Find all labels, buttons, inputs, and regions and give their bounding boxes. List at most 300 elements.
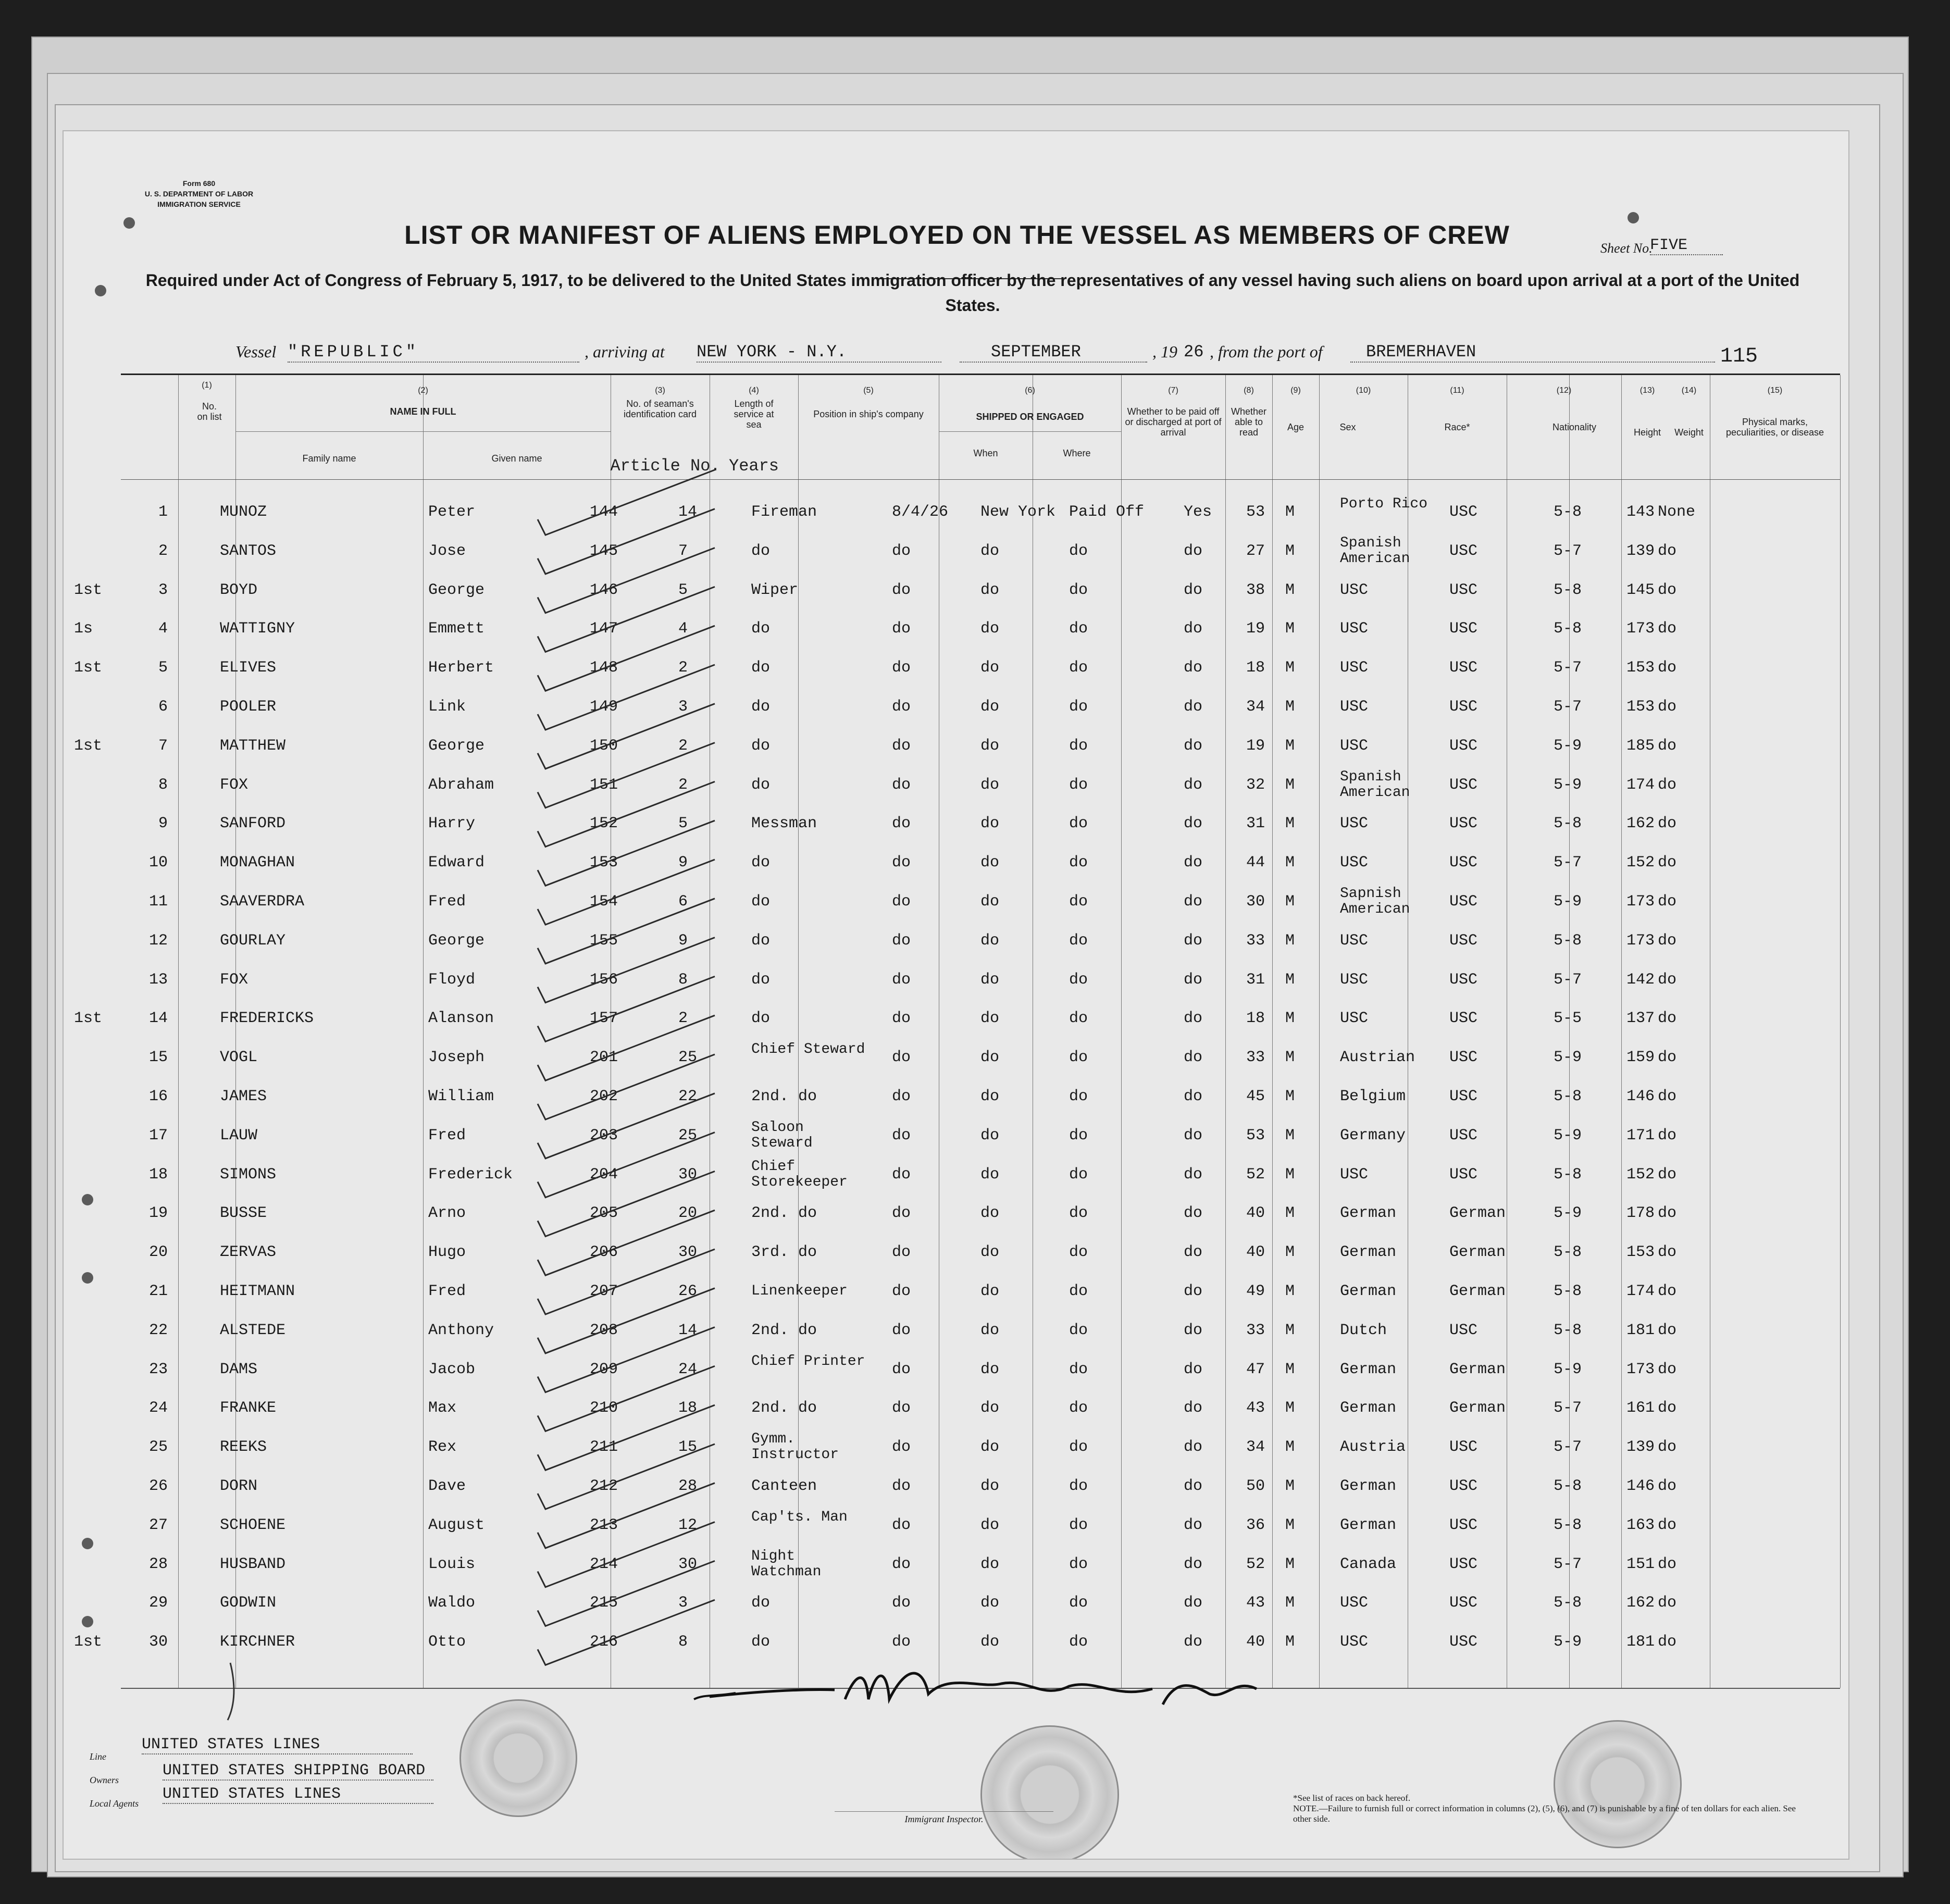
- nationality: German: [1449, 1360, 1506, 1378]
- card-number: 212: [590, 1477, 618, 1495]
- sex: M: [1285, 1126, 1295, 1144]
- physical-marks: do: [1658, 698, 1677, 716]
- paid-off: do: [1069, 931, 1088, 950]
- given-name: Herbert: [428, 659, 494, 677]
- height: 5-8: [1554, 1516, 1582, 1534]
- weight: 173: [1626, 1360, 1655, 1378]
- col-num-5: (5): [863, 386, 874, 395]
- row-mark: 1s: [74, 620, 93, 638]
- check-mark: [538, 1561, 715, 1626]
- family-name: BOYD: [220, 581, 258, 599]
- weight: 161: [1626, 1399, 1655, 1417]
- position: Wiper: [751, 581, 799, 599]
- sex: M: [1285, 1438, 1295, 1457]
- given-name: Dave: [428, 1477, 466, 1495]
- family-name: BUSSE: [220, 1204, 267, 1223]
- weight: 162: [1626, 1594, 1655, 1612]
- shipped-when: do: [892, 542, 911, 560]
- weight: 163: [1626, 1516, 1655, 1534]
- penalty-note: NOTE.—Failure to furnish full or correct information in columns (2), (5), (6), and (7) is punishable by a fine of ten dollars for each alien. See other side.: [1293, 1803, 1796, 1824]
- sex: M: [1285, 1049, 1295, 1067]
- service-years: 30: [678, 1555, 698, 1573]
- given-name: Hugo: [428, 1243, 466, 1262]
- document-title: LIST OR MANIFEST OF ALIENS EMPLOYED ON THE VESSEL AS MEMBERS OF CREW: [404, 220, 1510, 250]
- shipped-where: do: [980, 1633, 1000, 1651]
- nationality: USC: [1449, 1010, 1478, 1028]
- physical-marks: do: [1658, 1516, 1677, 1534]
- race: Dutch: [1340, 1321, 1387, 1339]
- nationality: USC: [1449, 1321, 1478, 1339]
- family-name: KIRCHNER: [220, 1633, 295, 1651]
- check-mark: [538, 1483, 715, 1548]
- header-length-of-service: Length of service at sea: [734, 399, 774, 430]
- row-number: 13: [148, 970, 168, 989]
- shipped-when: do: [892, 1126, 911, 1144]
- shipped-where: do: [980, 1088, 1000, 1105]
- physical-marks: do: [1658, 1243, 1677, 1262]
- race: USC: [1340, 581, 1369, 599]
- family-name: FRANKE: [220, 1399, 277, 1417]
- row-number: 28: [148, 1555, 168, 1573]
- race: Spanish American: [1340, 534, 1410, 567]
- paid-off: do: [1069, 1126, 1088, 1144]
- shipped-where: do: [980, 698, 1000, 716]
- given-name: Joseph: [428, 1049, 485, 1067]
- check-mark: [538, 899, 715, 964]
- shipped-when: do: [892, 1360, 911, 1378]
- check-mark: [538, 1171, 715, 1236]
- paid-off: do: [1069, 1477, 1088, 1495]
- position: do: [751, 854, 771, 872]
- physical-marks: do: [1658, 970, 1677, 989]
- position: do: [751, 659, 771, 677]
- position: Linenkeeper: [751, 1283, 848, 1299]
- age: 34: [1246, 698, 1265, 716]
- row-number: 29: [148, 1594, 168, 1612]
- nationality: USC: [1449, 620, 1478, 638]
- given-name: William: [428, 1088, 494, 1105]
- service-years: 28: [678, 1477, 698, 1495]
- given-name: George: [428, 931, 485, 950]
- able-to-read: do: [1184, 854, 1203, 872]
- header-article-no: Article No.: [610, 456, 721, 476]
- paid-off: do: [1069, 970, 1088, 989]
- weight: 174: [1626, 776, 1655, 794]
- nationality: USC: [1449, 1126, 1478, 1144]
- shipped-when: do: [892, 1010, 911, 1028]
- paid-off: do: [1069, 542, 1088, 560]
- given-name: Link: [428, 698, 466, 716]
- physical-marks: do: [1658, 1399, 1677, 1417]
- position: 2nd. do: [751, 1399, 817, 1417]
- paid-off: do: [1069, 1399, 1088, 1417]
- card-number: 215: [590, 1594, 618, 1612]
- signature-initial: [694, 1693, 736, 1699]
- check-mark: [538, 1133, 715, 1198]
- sex: M: [1285, 1321, 1295, 1339]
- able-to-read: Yes: [1184, 503, 1212, 521]
- family-name: FREDERICKS: [220, 1010, 314, 1028]
- line-value: UNITED STATES LINES: [142, 1736, 413, 1754]
- card-number: 150: [590, 737, 618, 755]
- consulate-seal: [980, 1725, 1119, 1860]
- service-years: 2: [678, 737, 688, 755]
- paid-off: do: [1069, 815, 1088, 833]
- check-mark: [538, 938, 715, 1003]
- col-num-10: (10): [1356, 386, 1371, 395]
- position: do: [751, 737, 771, 755]
- row-mark: 1st: [74, 581, 103, 599]
- check-mark: [538, 1405, 715, 1470]
- race: German: [1340, 1283, 1397, 1300]
- height: 5-8: [1554, 620, 1582, 638]
- able-to-read: do: [1184, 815, 1203, 833]
- race: Porto Rico: [1340, 496, 1428, 512]
- from-label: , from the port of: [1210, 342, 1323, 361]
- physical-marks: do: [1658, 1477, 1677, 1495]
- race: Austria: [1340, 1438, 1406, 1457]
- card-number: 205: [590, 1204, 618, 1223]
- header-when: When: [973, 448, 998, 458]
- weight: 173: [1626, 893, 1655, 911]
- sex: M: [1285, 1633, 1295, 1651]
- card-number: 155: [590, 931, 618, 950]
- service-years: 3: [678, 1594, 688, 1612]
- position: do: [751, 931, 771, 950]
- race: USC: [1340, 1165, 1369, 1184]
- age: 38: [1246, 581, 1265, 599]
- shipped-when: do: [892, 1594, 911, 1612]
- height: 5-7: [1554, 854, 1582, 872]
- header-age: Age: [1287, 422, 1305, 432]
- given-name: August: [428, 1516, 485, 1534]
- position: Cap'ts. Man: [751, 1509, 848, 1525]
- family-name: FOX: [220, 776, 249, 794]
- family-name: DAMS: [220, 1360, 258, 1378]
- physical-marks: do: [1658, 1360, 1677, 1378]
- position: Saloon Steward: [751, 1119, 813, 1151]
- paid-off: do: [1069, 1165, 1088, 1184]
- check-mark: [538, 1522, 715, 1587]
- card-number: 208: [590, 1321, 618, 1339]
- physical-marks: do: [1658, 1555, 1677, 1573]
- age: 19: [1246, 620, 1265, 638]
- shipped-when: do: [892, 620, 911, 638]
- shipped-where: do: [980, 776, 1000, 794]
- paid-off: do: [1069, 776, 1088, 794]
- given-name: Jose: [428, 542, 466, 560]
- given-name: Max: [428, 1399, 457, 1417]
- given-name: Otto: [428, 1633, 466, 1651]
- given-name: Edward: [428, 854, 485, 872]
- paid-off: do: [1069, 1204, 1088, 1223]
- given-name: Louis: [428, 1555, 476, 1573]
- row-number: 22: [148, 1321, 168, 1339]
- position: do: [751, 1633, 771, 1651]
- age: 31: [1246, 970, 1265, 989]
- sex: M: [1285, 620, 1295, 638]
- race: USC: [1340, 970, 1369, 989]
- family-name: SANFORD: [220, 815, 286, 833]
- card-number: 152: [590, 815, 618, 833]
- sheet-number-label: Sheet No.: [1600, 241, 1653, 256]
- able-to-read: do: [1184, 698, 1203, 716]
- check-mark: [538, 1327, 715, 1392]
- shipped-where: do: [980, 1594, 1000, 1612]
- header-height: Height: [1633, 427, 1661, 438]
- sex: M: [1285, 1243, 1295, 1262]
- card-number: 211: [590, 1438, 618, 1457]
- owners-label: Owners: [90, 1775, 119, 1785]
- able-to-read: do: [1184, 970, 1203, 989]
- given-name: Frederick: [428, 1165, 513, 1184]
- check-mark: [538, 976, 715, 1041]
- family-name: ALSTEDE: [220, 1321, 286, 1339]
- row-number: 26: [148, 1477, 168, 1495]
- row-number: 2: [158, 542, 168, 560]
- service-years: 22: [678, 1088, 698, 1105]
- owners-value: UNITED STATES SHIPPING BOARD: [163, 1762, 433, 1781]
- shipped-when: 8/4/26: [892, 503, 949, 521]
- card-number: 144: [590, 503, 618, 521]
- check-mark: [538, 1249, 715, 1314]
- shipped-when: do: [892, 1165, 911, 1184]
- header-shipped-or-engaged: SHIPPED OR ENGAGED: [976, 412, 1084, 422]
- service-years: 7: [678, 542, 688, 560]
- height: 5-8: [1554, 1594, 1582, 1612]
- check-mark: [538, 509, 715, 574]
- paid-off: do: [1069, 620, 1088, 638]
- weight: 153: [1626, 1243, 1655, 1262]
- page-number: 115: [1720, 345, 1758, 368]
- check-mark: [538, 860, 715, 925]
- check-mark: [538, 626, 715, 691]
- age: 47: [1246, 1360, 1265, 1378]
- row-number: 10: [148, 854, 168, 872]
- consulate-seal: [459, 1699, 577, 1817]
- sex: M: [1285, 542, 1295, 560]
- able-to-read: do: [1184, 581, 1203, 599]
- height: 5-9: [1554, 737, 1582, 755]
- family-name: DORN: [220, 1477, 258, 1495]
- check-mark: [538, 548, 715, 613]
- age: 33: [1246, 1321, 1265, 1339]
- weight: 146: [1626, 1477, 1655, 1495]
- position: Chief Printer: [751, 1353, 865, 1370]
- sex: M: [1285, 893, 1295, 911]
- sheet-number-value: FIVE: [1650, 237, 1723, 255]
- weight: 153: [1626, 698, 1655, 716]
- age: 44: [1246, 854, 1265, 872]
- able-to-read: do: [1184, 1204, 1203, 1223]
- service-years: 9: [678, 854, 688, 872]
- paid-off: do: [1069, 1555, 1088, 1573]
- weight: 162: [1626, 815, 1655, 833]
- card-number: 203: [590, 1126, 618, 1144]
- physical-marks: do: [1658, 1126, 1677, 1144]
- position: do: [751, 970, 771, 989]
- header-card-number: No. of seaman's identification card: [623, 399, 697, 419]
- nationality: USC: [1449, 893, 1478, 911]
- given-name: Jacob: [428, 1360, 476, 1378]
- row-number: 20: [148, 1243, 168, 1262]
- family-name: SCHOENE: [220, 1516, 286, 1534]
- shipped-when: do: [892, 1516, 911, 1534]
- header-physical-marks: Physical marks, peculiarities, or disease: [1725, 417, 1824, 438]
- vessel-label: Vessel: [235, 342, 277, 361]
- physical-marks: do: [1658, 737, 1677, 755]
- age: 53: [1246, 1126, 1265, 1144]
- family-name: HEITMANN: [220, 1283, 295, 1300]
- col-num-14: (14): [1681, 386, 1697, 395]
- check-mark: [538, 1093, 715, 1159]
- row-number: 25: [148, 1438, 168, 1457]
- nationality: USC: [1449, 1438, 1478, 1457]
- check-mark: [538, 1366, 715, 1431]
- height: 5-7: [1554, 659, 1582, 677]
- able-to-read: do: [1184, 1438, 1203, 1457]
- service-years: 26: [678, 1283, 698, 1300]
- race: Sapnish American: [1340, 886, 1410, 917]
- nationality: USC: [1449, 1633, 1478, 1651]
- able-to-read: do: [1184, 1399, 1203, 1417]
- col-num-3: (3): [655, 386, 665, 395]
- physical-marks: None: [1658, 503, 1696, 521]
- row-number: 30: [148, 1633, 168, 1651]
- height: 5-8: [1554, 815, 1582, 833]
- row-number: 1: [158, 503, 168, 521]
- shipped-when: do: [892, 1088, 911, 1105]
- able-to-read: do: [1184, 1360, 1203, 1378]
- able-to-read: do: [1184, 737, 1203, 755]
- sex: M: [1285, 1088, 1295, 1105]
- weight: 178: [1626, 1204, 1655, 1223]
- service-years: 15: [678, 1438, 698, 1457]
- check-mark: [538, 1444, 715, 1509]
- card-number: 201: [590, 1049, 618, 1067]
- shipped-when: do: [892, 698, 911, 716]
- able-to-read: do: [1184, 1010, 1203, 1028]
- header-no-on-list: No. on list: [197, 401, 222, 422]
- check-marks: [64, 131, 1849, 1860]
- sex: M: [1285, 1204, 1295, 1223]
- service-years: 8: [678, 1633, 688, 1651]
- race: USC: [1340, 659, 1369, 677]
- row-number: 9: [158, 815, 168, 833]
- nationality: German: [1449, 1283, 1506, 1300]
- check-mark: [538, 587, 715, 652]
- physical-marks: do: [1658, 893, 1677, 911]
- service-years: 5: [678, 815, 688, 833]
- shipped-where: do: [980, 931, 1000, 950]
- given-name: Arno: [428, 1204, 466, 1223]
- col-num-8: (8): [1244, 386, 1254, 395]
- given-name: Waldo: [428, 1594, 476, 1612]
- sex: M: [1285, 659, 1295, 677]
- position: Messman: [751, 815, 817, 833]
- paid-off: do: [1069, 698, 1088, 716]
- service-years: 18: [678, 1399, 698, 1417]
- given-name: Emmett: [428, 620, 485, 638]
- check-mark: [538, 1600, 715, 1665]
- race: German: [1340, 1399, 1397, 1417]
- able-to-read: do: [1184, 542, 1203, 560]
- given-name: Fred: [428, 893, 466, 911]
- paid-off: do: [1069, 1283, 1088, 1300]
- card-number: 214: [590, 1555, 618, 1573]
- header-sex: Sex: [1339, 422, 1356, 432]
- header-position: Position in ship's company: [813, 409, 924, 419]
- position: 2nd. do: [751, 1204, 817, 1223]
- weight: 151: [1626, 1555, 1655, 1573]
- race: USC: [1340, 854, 1369, 872]
- row-number: 14: [148, 1010, 168, 1028]
- shipped-when: do: [892, 931, 911, 950]
- paid-off: do: [1069, 1594, 1088, 1612]
- shipped-when: do: [892, 1049, 911, 1067]
- weight: 171: [1626, 1126, 1655, 1144]
- shipped-when: do: [892, 815, 911, 833]
- shipped-where: do: [980, 815, 1000, 833]
- weight: 142: [1626, 970, 1655, 989]
- col-num-4: (4): [749, 386, 759, 395]
- row-number: 15: [148, 1049, 168, 1067]
- nationality: USC: [1449, 1477, 1478, 1495]
- arriving-label: , arriving at: [585, 342, 665, 361]
- shipped-where: do: [980, 1477, 1000, 1495]
- age: 49: [1246, 1283, 1265, 1300]
- form-number: Form 680: [182, 179, 216, 188]
- row-number: 3: [158, 581, 168, 599]
- check-mark: [538, 743, 715, 808]
- height: 5-8: [1554, 1165, 1582, 1184]
- row-number: 4: [158, 620, 168, 638]
- family-name: REEKS: [220, 1438, 267, 1457]
- position: Chief Steward: [751, 1041, 865, 1058]
- given-name: Fred: [428, 1283, 466, 1300]
- given-name: Harry: [428, 815, 476, 833]
- arrival-port: NEW YORK - N.Y.: [697, 342, 941, 363]
- year-prefix: , 19: [1152, 342, 1177, 361]
- check-mark: [538, 1054, 715, 1119]
- race: German: [1340, 1516, 1397, 1534]
- service-years: 3: [678, 698, 688, 716]
- sex: M: [1285, 581, 1295, 599]
- sex: M: [1285, 737, 1295, 755]
- age: 40: [1246, 1633, 1265, 1651]
- paid-off: do: [1069, 1516, 1088, 1534]
- position: do: [751, 1594, 771, 1612]
- line-label: Line: [90, 1751, 107, 1762]
- family-name: GOURLAY: [220, 931, 286, 950]
- shipped-where: do: [980, 1399, 1000, 1417]
- physical-marks: do: [1658, 659, 1677, 677]
- given-name: George: [428, 581, 485, 599]
- weight: 139: [1626, 542, 1655, 560]
- service-years: 20: [678, 1204, 698, 1223]
- card-number: 207: [590, 1283, 618, 1300]
- paid-off: do: [1069, 1321, 1088, 1339]
- physical-marks: do: [1658, 581, 1677, 599]
- family-name: VOGL: [220, 1049, 258, 1067]
- service-years: 6: [678, 893, 688, 911]
- weight: 152: [1626, 854, 1655, 872]
- paid-off: do: [1069, 854, 1088, 872]
- given-name: George: [428, 737, 485, 755]
- height: 5-8: [1554, 581, 1582, 599]
- age: 18: [1246, 659, 1265, 677]
- service-name: IMMIGRATION SERVICE: [157, 200, 241, 208]
